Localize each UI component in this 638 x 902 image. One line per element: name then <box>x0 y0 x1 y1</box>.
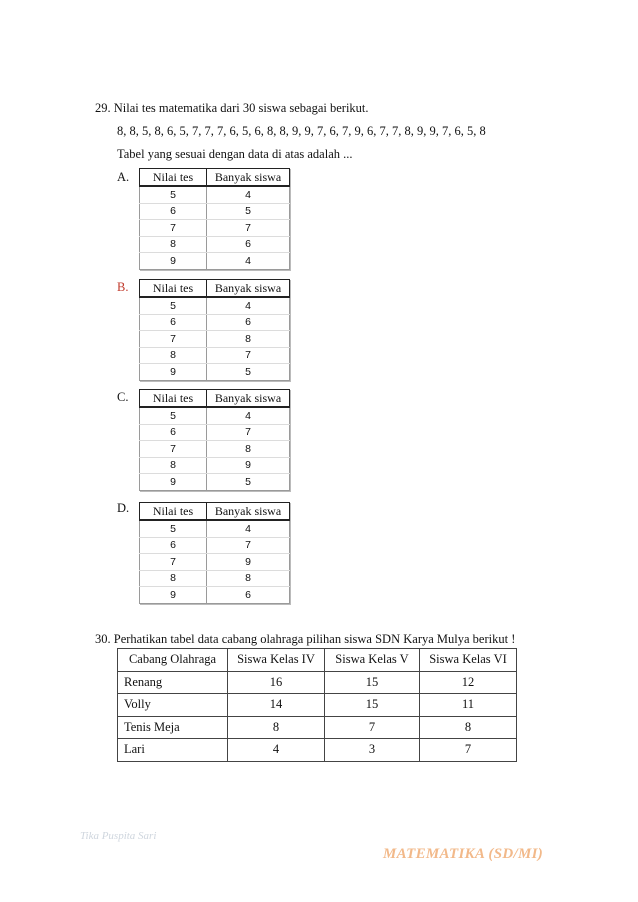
cell-value: 6 <box>140 537 207 554</box>
header-banyak-siswa: Banyak siswa <box>207 280 290 298</box>
cell-value: 7 <box>140 220 207 237</box>
cell-value: 9 <box>140 474 207 491</box>
option-d-table <box>139 502 290 604</box>
table-row <box>140 236 290 253</box>
cell-kelas-vi: 8 <box>420 716 517 739</box>
cell-count: 7 <box>207 424 290 441</box>
cell-value: 5 <box>140 407 207 424</box>
cell-value: 7 <box>140 441 207 458</box>
header-kelas-iv: Siswa Kelas IV <box>228 649 325 672</box>
header-nilai-tes: Nilai tes <box>140 390 207 408</box>
header-kelas-vi: Siswa Kelas VI <box>420 649 517 672</box>
cell-kelas-v: 3 <box>325 739 420 762</box>
cell-kelas-iv: 14 <box>228 694 325 717</box>
cell-count: 4 <box>207 297 290 314</box>
cell-count: 6 <box>207 236 290 253</box>
header-nilai-tes: Nilai tes <box>140 503 207 521</box>
question-29-data: 8, 8, 5, 8, 6, 5, 7, 7, 7, 6, 5, 6, 8, 8, 9, 9, 7, 6, 7, 9, 6, 7, 7, 8, 9, 9, 7, 6, 5, 8 <box>117 124 486 138</box>
option-b-table <box>139 279 290 381</box>
cell-value: 6 <box>140 203 207 220</box>
cell-count: 6 <box>207 314 290 331</box>
option-d-label[interactable]: D. <box>117 501 130 515</box>
cell-sport: Lari <box>118 739 228 762</box>
table-row <box>140 253 290 270</box>
table-row <box>140 587 290 604</box>
table-row <box>140 474 290 491</box>
table-row <box>140 347 290 364</box>
table-row <box>140 537 290 554</box>
cell-value: 7 <box>140 331 207 348</box>
cell-count: 5 <box>207 203 290 220</box>
cell-count: 5 <box>207 364 290 381</box>
cell-count: 4 <box>207 186 290 203</box>
cell-count: 6 <box>207 587 290 604</box>
cell-value: 7 <box>140 554 207 571</box>
header-nilai-tes: Nilai tes <box>140 169 207 187</box>
option-b-label[interactable]: B. <box>117 280 129 294</box>
cell-value: 9 <box>140 364 207 381</box>
cell-value: 6 <box>140 424 207 441</box>
cell-count: 7 <box>207 537 290 554</box>
cell-count: 5 <box>207 474 290 491</box>
table-row <box>140 186 290 203</box>
question-29-prompt: Tabel yang sesuai dengan data di atas adalah ... <box>117 147 353 161</box>
cell-count: 4 <box>207 520 290 537</box>
cell-count: 8 <box>207 441 290 458</box>
cell-value: 5 <box>140 520 207 537</box>
table-row <box>140 520 290 537</box>
cell-count: 7 <box>207 220 290 237</box>
table-row <box>140 220 290 237</box>
header-banyak-siswa: Banyak siswa <box>207 169 290 187</box>
sports-table <box>117 648 517 762</box>
header-nilai-tes: Nilai tes <box>140 280 207 298</box>
cell-count: 4 <box>207 407 290 424</box>
cell-sport: Volly <box>118 694 228 717</box>
cell-value: 8 <box>140 347 207 364</box>
table-row <box>140 203 290 220</box>
table-row <box>140 441 290 458</box>
question-30-title: 30. Perhatikan tabel data cabang olahraga pilihan siswa SDN Karya Mulya berikut ! <box>95 632 516 646</box>
cell-kelas-iv: 8 <box>228 716 325 739</box>
cell-kelas-v: 15 <box>325 671 420 694</box>
cell-kelas-iv: 16 <box>228 671 325 694</box>
cell-count: 8 <box>207 570 290 587</box>
cell-kelas-vi: 11 <box>420 694 517 717</box>
table-row <box>140 554 290 571</box>
question-29-title: 29. Nilai tes matematika dari 30 siswa sebagai berikut. <box>95 101 369 115</box>
cell-count: 8 <box>207 331 290 348</box>
cell-kelas-vi: 12 <box>420 671 517 694</box>
cell-value: 8 <box>140 457 207 474</box>
header-banyak-siswa: Banyak siswa <box>207 390 290 408</box>
cell-sport: Renang <box>118 671 228 694</box>
cell-value: 5 <box>140 186 207 203</box>
cell-count: 7 <box>207 347 290 364</box>
table-row <box>118 694 517 717</box>
cell-value: 8 <box>140 236 207 253</box>
header-kelas-v: Siswa Kelas V <box>325 649 420 672</box>
option-a-table <box>139 168 290 270</box>
cell-kelas-v: 7 <box>325 716 420 739</box>
table-row <box>140 331 290 348</box>
table-row <box>140 457 290 474</box>
cell-value: 5 <box>140 297 207 314</box>
table-row <box>140 297 290 314</box>
cell-count: 9 <box>207 457 290 474</box>
table-row <box>118 739 517 762</box>
cell-kelas-v: 15 <box>325 694 420 717</box>
cell-kelas-iv: 4 <box>228 739 325 762</box>
cell-value: 9 <box>140 253 207 270</box>
cell-count: 4 <box>207 253 290 270</box>
cell-count: 9 <box>207 554 290 571</box>
subject-title: MATEMATIKA (SD/MI) <box>383 846 544 862</box>
table-row <box>140 314 290 331</box>
table-row <box>118 671 517 694</box>
table-row <box>140 570 290 587</box>
cell-value: 9 <box>140 587 207 604</box>
table-row <box>140 424 290 441</box>
cell-sport: Tenis Meja <box>118 716 228 739</box>
cell-kelas-vi: 7 <box>420 739 517 762</box>
table-row <box>140 364 290 381</box>
option-c-table <box>139 389 290 491</box>
header-banyak-siswa: Banyak siswa <box>207 503 290 521</box>
table-row <box>118 716 517 739</box>
option-c-label[interactable]: C. <box>117 390 129 404</box>
author-name: Tika Puspita Sari <box>80 830 157 842</box>
option-a-label[interactable]: A. <box>117 170 130 184</box>
cell-value: 6 <box>140 314 207 331</box>
header-cabang-olahraga: Cabang Olahraga <box>118 649 228 672</box>
table-row <box>140 407 290 424</box>
cell-value: 8 <box>140 570 207 587</box>
